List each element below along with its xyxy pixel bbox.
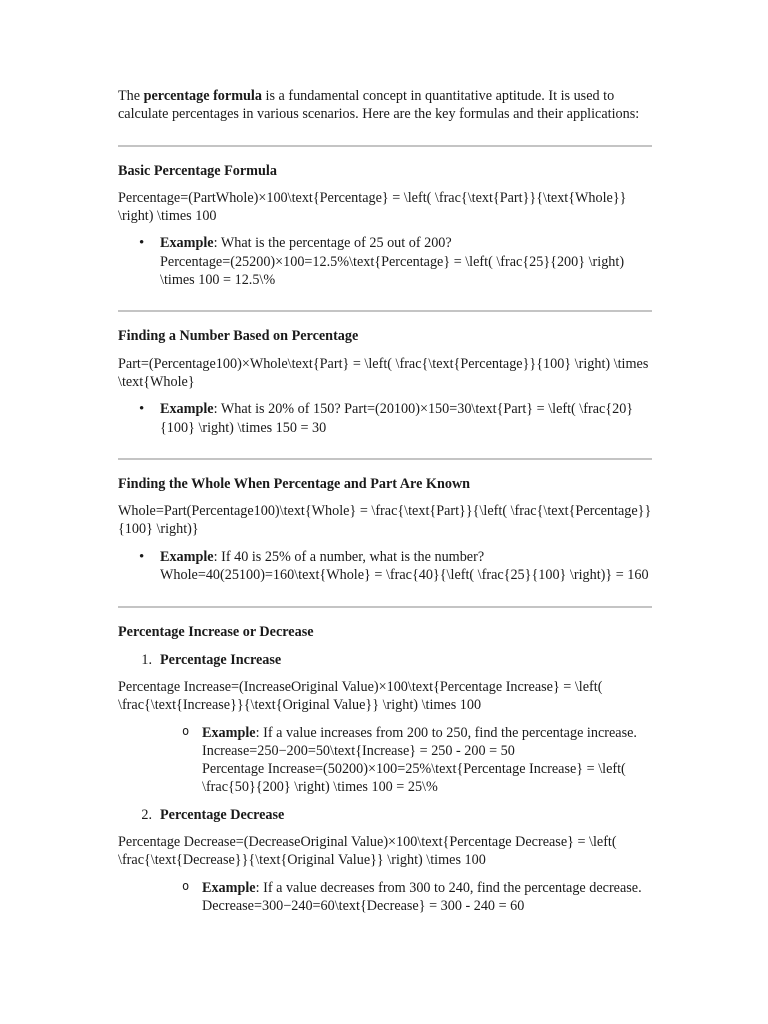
list-item	[202, 724, 652, 797]
section-number	[118, 327, 652, 436]
example-list	[118, 879, 652, 916]
example-label: Example	[202, 724, 256, 741]
example-question: : What is 20% of 150? Part=(20100)×150=30\text{Part} = \left( \frac{20}{100} \right) \times 150 = 30	[160, 401, 634, 436]
section-basic	[118, 162, 652, 290]
divider	[118, 310, 652, 312]
list-number: 1.	[141, 651, 152, 668]
example-question: : If a value decreases from 300 to 240, find the percentage decrease.	[255, 879, 642, 896]
intro-bold-term: percentage formula	[143, 88, 262, 104]
list-item	[160, 548, 652, 585]
section-increase-decrease	[118, 623, 652, 915]
subsection-label: Percentage Increase	[160, 651, 282, 668]
list-item	[160, 400, 652, 437]
example-question: : If a value increases from 200 to 250, find the percentage increase.	[255, 724, 637, 741]
formula-text: Percentage Decrease=(DecreaseOriginal Value)×100\text{Percentage Decrease} = \left( \frac{\text{Decrease}}{\text{Original Value}} \right) \times 100	[118, 834, 617, 869]
example-question: : If 40 is 25% of a number, what is the number?	[213, 548, 485, 565]
example-list	[118, 234, 652, 289]
example-step: Increase=250−200=50\text{Increase} = 250 - 200 = 50	[202, 742, 515, 759]
list-item	[202, 879, 652, 916]
example-answer: Percentage Increase=(50200)×100=25%\text{Percentage Increase} = \left( \frac{50}{200} \right) \times 100 = 25\%	[202, 761, 626, 796]
example-list	[118, 724, 652, 797]
intro-text-start: The	[118, 88, 144, 104]
formula-text: Whole=Part(Percentage100)\text{Whole} = \frac{\text{Part}}{\left( \frac{\text{Percentage}}{100} \right)}	[118, 503, 652, 538]
formula-text: Percentage=(PartWhole)×100\text{Percentage} = \left( \frac{\text{Part}}{\text{Whole}} \right) \times 100	[118, 189, 627, 225]
example-label: Example	[160, 548, 214, 565]
divider	[118, 145, 652, 147]
intro-paragraph	[118, 87, 652, 124]
section-title: Finding the Whole When Percentage and Part Are Known	[118, 475, 471, 492]
section-title: Basic Percentage Formula	[118, 162, 277, 179]
divider	[118, 606, 652, 608]
subsection-label: Percentage Decrease	[160, 806, 285, 823]
example-label: Example	[160, 235, 214, 252]
example-question: : What is the percentage of 25 out of 200?	[213, 235, 452, 252]
section-whole	[118, 475, 652, 584]
intro-text-end: is a fundamental concept in quantitative aptitude. It is used to calculate percentages in various scenarios. Here are the key formulas and their applications:	[118, 88, 640, 123]
example-list	[118, 548, 652, 585]
list-item	[160, 234, 652, 289]
example-list	[118, 400, 652, 437]
document-page	[118, 87, 652, 924]
section-title: Percentage Increase or Decrease	[118, 624, 314, 641]
example-label: Example	[160, 401, 214, 418]
formula-text: Percentage Increase=(IncreaseOriginal Value)×100\text{Percentage Increase} = \left( \frac{\text{Increase}}{\text{Original Value}} \right) \times 100	[118, 678, 603, 714]
example-label: Example	[202, 879, 256, 896]
subsection-decrease-title	[118, 806, 652, 824]
example-step: Decrease=300−240=60\text{Decrease} = 300 - 240 = 60	[202, 897, 525, 914]
example-answer: Percentage=(25200)×100=12.5%\text{Percentage} = \left( \frac{25}{200} \right) \times 100 = 12.5\%	[160, 253, 625, 289]
section-title: Finding a Number Based on Percentage	[118, 328, 359, 345]
divider	[118, 458, 652, 460]
list-number: 2.	[141, 806, 152, 823]
formula-text: Part=(Percentage100)×Whole\text{Part} = \left( \frac{\text{Percentage}}{100} \right) \times \text{Whole}	[118, 355, 649, 390]
subsection-increase-title	[118, 651, 652, 669]
example-answer: Whole=40(25100)=160\text{Whole} = \frac{40}{\left( \frac{25}{100} \right)} = 160	[160, 567, 649, 584]
